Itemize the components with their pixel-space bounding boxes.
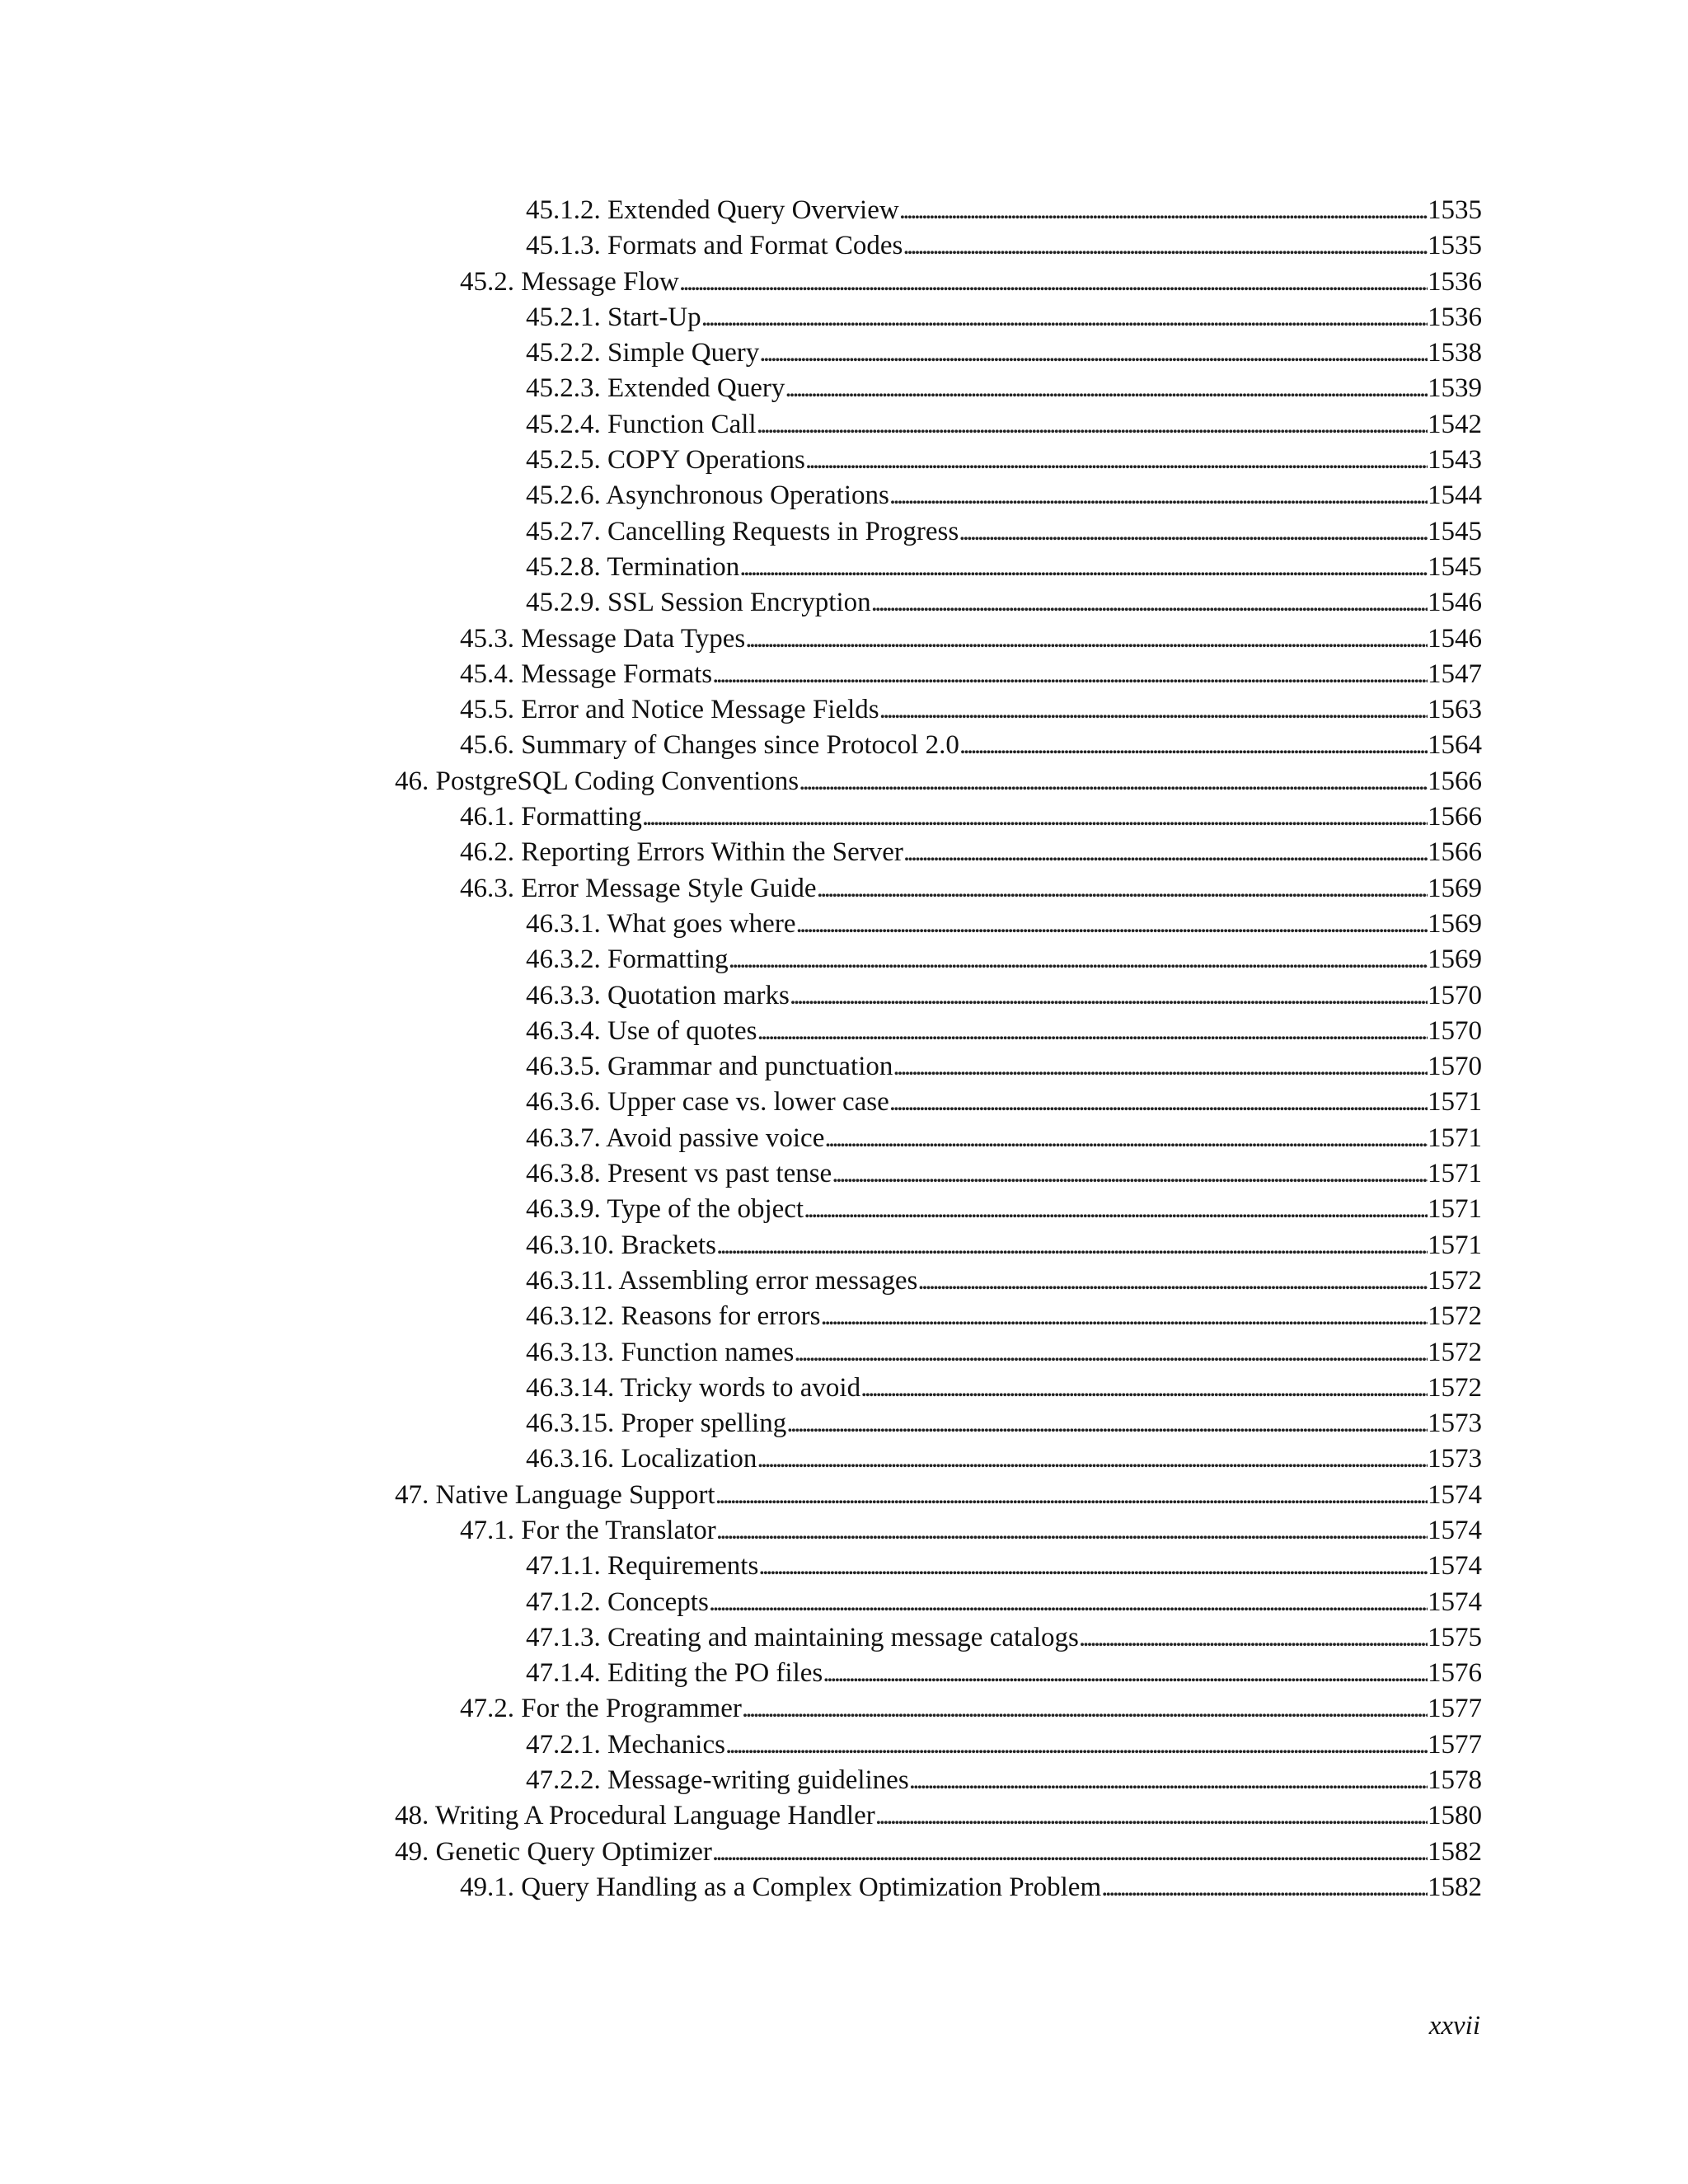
- toc-entry-title[interactable]: 45.5. Error and Notice Message Fields: [460, 692, 879, 728]
- toc-entry-title[interactable]: 47.2.1. Mechanics: [526, 1727, 725, 1763]
- toc-entry-title[interactable]: 47.1. For the Translator: [460, 1513, 716, 1549]
- toc-entry-page-number[interactable]: 1544: [1428, 480, 1482, 511]
- toc-entry-page-number[interactable]: 1571: [1428, 1087, 1482, 1118]
- toc-entry-title[interactable]: 46.3. Error Message Style Guide: [460, 871, 817, 907]
- dot-leader: [959, 728, 1428, 763]
- dot-leader: [1101, 1870, 1428, 1905]
- toc-entry-title[interactable]: 45.2.5. COPY Operations: [526, 443, 805, 478]
- toc-entry[interactable]: [0, 443, 1688, 478]
- toc-entry-page-number[interactable]: 1566: [1428, 837, 1482, 868]
- toc-entry[interactable]: [0, 371, 1688, 406]
- dot-leader: [759, 335, 1428, 371]
- toc-entry[interactable]: [0, 1585, 1688, 1620]
- toc-entry-page-number[interactable]: 1577: [1428, 1694, 1482, 1724]
- toc-entry-page-number[interactable]: 1578: [1428, 1765, 1482, 1796]
- toc-entry-title[interactable]: 45.2.4. Function Call: [526, 407, 757, 443]
- toc-entry[interactable]: [0, 728, 1688, 763]
- dot-leader: [739, 550, 1428, 585]
- dot-leader: [716, 1228, 1428, 1263]
- toc-entry-title[interactable]: 46. PostgreSQL Coding Conventions: [395, 764, 799, 799]
- toc-entry[interactable]: [0, 942, 1688, 977]
- toc-entry-page-number[interactable]: 1546: [1428, 588, 1482, 618]
- dot-leader: [786, 1406, 1428, 1441]
- dot-leader: [909, 1763, 1428, 1798]
- toc-entry-title[interactable]: 46.3.3. Quotation marks: [526, 978, 790, 1014]
- toc-entry[interactable]: [0, 1263, 1688, 1299]
- dot-leader: [879, 692, 1428, 728]
- toc-entry[interactable]: [0, 1371, 1688, 1406]
- toc-entry[interactable]: [0, 1228, 1688, 1263]
- toc-entry[interactable]: [0, 228, 1688, 264]
- dot-leader: [903, 835, 1428, 870]
- toc-entry-title[interactable]: 47.1.3. Creating and maintaining message catalogs: [526, 1620, 1079, 1656]
- toc-entry-title[interactable]: 46.3.15. Proper spelling: [526, 1406, 786, 1441]
- toc-entry[interactable]: [0, 1513, 1688, 1549]
- toc-entry-title[interactable]: 45.2.9. SSL Session Encryption: [526, 585, 871, 621]
- table-of-contents: [0, 193, 1688, 1905]
- toc-entry-title[interactable]: 45.4. Message Formats: [460, 657, 712, 692]
- toc-entry-page-number[interactable]: 1570: [1428, 1052, 1482, 1082]
- toc-entry[interactable]: [0, 300, 1688, 335]
- toc-entry-page-number[interactable]: 1577: [1428, 1729, 1482, 1760]
- toc-entry-title[interactable]: 46.1. Formatting: [460, 799, 642, 835]
- toc-entry-title[interactable]: 46.3.14. Tricky words to avoid: [526, 1371, 860, 1406]
- dot-leader: [757, 1441, 1428, 1477]
- dot-leader: [712, 657, 1428, 692]
- toc-entry-page-number[interactable]: 1539: [1428, 373, 1482, 404]
- dot-leader: [701, 300, 1428, 335]
- dot-leader: [785, 371, 1428, 406]
- dot-leader: [745, 621, 1428, 657]
- toc-entry-page-number[interactable]: 1566: [1428, 766, 1482, 796]
- dot-leader: [795, 907, 1428, 942]
- toc-entry[interactable]: [0, 1549, 1688, 1584]
- toc-entry-page-number[interactable]: 1543: [1428, 445, 1482, 476]
- dot-leader: [715, 1478, 1428, 1513]
- toc-entry-title[interactable]: 47. Native Language Support: [395, 1478, 715, 1513]
- toc-entry-page-number[interactable]: 1573: [1428, 1444, 1482, 1474]
- toc-entry-page-number[interactable]: 1575: [1428, 1622, 1482, 1652]
- dot-leader: [871, 585, 1428, 621]
- toc-entry-title[interactable]: 46.3.13. Function names: [526, 1335, 794, 1371]
- dot-leader: [917, 1263, 1428, 1299]
- toc-entry[interactable]: [0, 1870, 1688, 1905]
- toc-entry-title[interactable]: 46.3.2. Formatting: [526, 942, 729, 977]
- toc-entry-page-number[interactable]: 1535: [1428, 231, 1482, 261]
- toc-entry[interactable]: [0, 978, 1688, 1014]
- toc-entry-page-number[interactable]: 1546: [1428, 623, 1482, 654]
- dot-leader: [757, 407, 1428, 443]
- toc-entry-title[interactable]: 47.1.2. Concepts: [526, 1585, 709, 1620]
- toc-entry-page-number[interactable]: 1542: [1428, 409, 1482, 439]
- toc-entry[interactable]: [0, 478, 1688, 513]
- toc-entry[interactable]: [0, 1014, 1688, 1049]
- toc-entry[interactable]: [0, 407, 1688, 443]
- toc-entry[interactable]: [0, 1656, 1688, 1691]
- toc-entry-page-number[interactable]: 1569: [1428, 873, 1482, 903]
- toc-entry-page-number[interactable]: 1572: [1428, 1337, 1482, 1367]
- dot-leader: [817, 871, 1428, 907]
- dot-leader: [824, 1121, 1428, 1156]
- dot-leader: [1079, 1620, 1428, 1656]
- toc-entry-title[interactable]: 46.3.16. Localization: [526, 1441, 757, 1477]
- toc-entry[interactable]: [0, 764, 1688, 799]
- toc-entry-page-number[interactable]: 1569: [1428, 944, 1482, 975]
- toc-entry-title[interactable]: 45.2.2. Simple Query: [526, 335, 759, 371]
- toc-entry-page-number[interactable]: 1566: [1428, 802, 1482, 832]
- dot-leader: [899, 193, 1428, 228]
- toc-entry[interactable]: [0, 1691, 1688, 1727]
- toc-entry[interactable]: [0, 1299, 1688, 1334]
- toc-entry-page-number[interactable]: 1545: [1428, 551, 1482, 582]
- dot-leader: [832, 1156, 1428, 1192]
- dot-leader: [712, 1835, 1428, 1870]
- toc-entry-page-number[interactable]: 1574: [1428, 1551, 1482, 1582]
- toc-entry[interactable]: [0, 335, 1688, 371]
- toc-entry[interactable]: [0, 1835, 1688, 1870]
- toc-entry-title[interactable]: 46.3.4. Use of quotes: [526, 1014, 757, 1049]
- toc-entry-title[interactable]: 45.1.3. Formats and Format Codes: [526, 228, 903, 264]
- toc-entry-title[interactable]: 47.2.2. Message-writing guidelines: [526, 1763, 909, 1798]
- toc-entry[interactable]: [0, 585, 1688, 621]
- toc-entry-title[interactable]: 46.3.5. Grammar and punctuation: [526, 1049, 893, 1085]
- dot-leader: [889, 478, 1428, 513]
- toc-entry[interactable]: [0, 871, 1688, 907]
- toc-entry-page-number[interactable]: 1536: [1428, 302, 1482, 332]
- toc-entry-page-number[interactable]: 1573: [1428, 1408, 1482, 1439]
- toc-entry[interactable]: [0, 514, 1688, 550]
- toc-entry-title[interactable]: 45.2.8. Termination: [526, 550, 739, 585]
- toc-entry-title[interactable]: 45.2.6. Asynchronous Operations: [526, 478, 889, 513]
- toc-entry-page-number[interactable]: 1564: [1428, 730, 1482, 761]
- toc-entry[interactable]: [0, 692, 1688, 728]
- dot-leader: [903, 228, 1428, 264]
- toc-entry-page-number[interactable]: 1571: [1428, 1194, 1482, 1225]
- dot-leader: [875, 1798, 1428, 1834]
- toc-entry-title[interactable]: 45.2. Message Flow: [460, 265, 679, 300]
- dot-leader: [790, 978, 1428, 1014]
- toc-entry-title[interactable]: 45.1.2. Extended Query Overview: [526, 193, 899, 228]
- toc-entry-title[interactable]: 46.3.11. Assembling error messages: [526, 1263, 917, 1299]
- toc-entry[interactable]: [0, 1406, 1688, 1441]
- toc-entry-page-number[interactable]: 1535: [1428, 195, 1482, 225]
- toc-entry-title[interactable]: 47.2. For the Programmer: [460, 1691, 742, 1727]
- toc-entry-title[interactable]: 46.3.12. Reasons for errors: [526, 1299, 820, 1334]
- toc-entry-title[interactable]: 46.3.7. Avoid passive voice: [526, 1121, 824, 1156]
- toc-entry-page-number[interactable]: 1572: [1428, 1265, 1482, 1296]
- page-number: xxvii: [1428, 2011, 1480, 2041]
- toc-entry-page-number[interactable]: 1571: [1428, 1159, 1482, 1189]
- dot-leader: [679, 265, 1428, 300]
- toc-entry-title[interactable]: 47.1.1. Requirements: [526, 1549, 758, 1584]
- toc-entry[interactable]: [0, 1192, 1688, 1227]
- toc-entry-page-number[interactable]: 1569: [1428, 908, 1482, 939]
- toc-entry-page-number[interactable]: 1570: [1428, 980, 1482, 1010]
- dot-leader: [725, 1727, 1428, 1763]
- toc-entry-page-number[interactable]: 1580: [1428, 1801, 1482, 1831]
- toc-entry-page-number[interactable]: 1582: [1428, 1836, 1482, 1867]
- toc-entry[interactable]: [0, 1763, 1688, 1798]
- toc-entry-title[interactable]: 49. Genetic Query Optimizer: [395, 1835, 712, 1870]
- toc-entry-title[interactable]: 45.6. Summary of Changes since Protocol 2.0: [460, 728, 959, 763]
- toc-entry-page-number[interactable]: 1571: [1428, 1122, 1482, 1153]
- dot-leader: [716, 1513, 1428, 1549]
- dot-leader: [893, 1049, 1428, 1085]
- toc-entry-title[interactable]: 47.1.4. Editing the PO files: [526, 1656, 823, 1691]
- toc-entry[interactable]: [0, 1085, 1688, 1120]
- toc-entry[interactable]: [0, 799, 1688, 835]
- toc-entry[interactable]: [0, 265, 1688, 300]
- dot-leader: [729, 942, 1428, 977]
- toc-entry-page-number[interactable]: 1570: [1428, 1015, 1482, 1046]
- toc-entry-title[interactable]: 45.3. Message Data Types: [460, 621, 745, 657]
- toc-entry-page-number[interactable]: 1571: [1428, 1230, 1482, 1260]
- dot-leader: [742, 1691, 1428, 1727]
- toc-entry[interactable]: [0, 1121, 1688, 1156]
- dot-leader: [642, 799, 1428, 835]
- dot-leader: [889, 1085, 1428, 1120]
- dot-leader: [804, 1192, 1428, 1227]
- toc-entry-title[interactable]: 46.3.8. Present vs past tense: [526, 1156, 832, 1192]
- toc-entry-page-number[interactable]: 1536: [1428, 266, 1482, 297]
- toc-entry-page-number[interactable]: 1563: [1428, 695, 1482, 725]
- toc-entry[interactable]: [0, 835, 1688, 870]
- toc-entry-page-number[interactable]: 1574: [1428, 1479, 1482, 1510]
- dot-leader: [805, 443, 1428, 478]
- toc-entry[interactable]: [0, 1156, 1688, 1192]
- toc-entry[interactable]: [0, 1727, 1688, 1763]
- toc-entry-title[interactable]: 46.2. Reporting Errors Within the Server: [460, 835, 903, 870]
- toc-entry-page-number[interactable]: 1547: [1428, 658, 1482, 689]
- dot-leader: [820, 1299, 1428, 1334]
- toc-entry-title[interactable]: 45.2.1. Start-Up: [526, 300, 701, 335]
- dot-leader: [709, 1585, 1428, 1620]
- toc-entry-title[interactable]: 46.3.1. What goes where: [526, 907, 795, 942]
- toc-entry-title[interactable]: 48. Writing A Procedural Language Handler: [395, 1798, 875, 1834]
- toc-entry-title[interactable]: 46.3.6. Upper case vs. lower case: [526, 1085, 889, 1120]
- toc-entry-page-number[interactable]: 1538: [1428, 338, 1482, 368]
- toc-entry[interactable]: [0, 1478, 1688, 1513]
- dot-leader: [959, 514, 1428, 550]
- dot-leader: [757, 1014, 1428, 1049]
- toc-entry[interactable]: [0, 1798, 1688, 1834]
- toc-entry[interactable]: [0, 1335, 1688, 1371]
- dot-leader: [758, 1549, 1428, 1584]
- dot-leader: [823, 1656, 1428, 1691]
- toc-entry[interactable]: [0, 1049, 1688, 1085]
- toc-entry-page-number[interactable]: 1572: [1428, 1301, 1482, 1332]
- toc-entry-page-number[interactable]: 1545: [1428, 516, 1482, 546]
- toc-entry-title[interactable]: 49.1. Query Handling as a Complex Optimization Problem: [460, 1870, 1101, 1905]
- toc-entry-page-number[interactable]: 1574: [1428, 1515, 1482, 1545]
- dot-leader: [799, 764, 1428, 799]
- dot-leader: [794, 1335, 1428, 1371]
- dot-leader: [860, 1371, 1428, 1406]
- toc-entry[interactable]: [0, 657, 1688, 692]
- toc-entry[interactable]: [0, 907, 1688, 942]
- toc-entry[interactable]: [0, 1441, 1688, 1477]
- toc-entry[interactable]: [0, 193, 1688, 228]
- toc-entry-title[interactable]: 45.2.3. Extended Query: [526, 371, 785, 406]
- toc-entry[interactable]: [0, 1620, 1688, 1656]
- toc-entry-page-number[interactable]: 1576: [1428, 1658, 1482, 1689]
- toc-entry-title[interactable]: 46.3.9. Type of the object: [526, 1192, 804, 1227]
- toc-entry[interactable]: [0, 621, 1688, 657]
- toc-entry-page-number[interactable]: 1582: [1428, 1872, 1482, 1902]
- toc-entry-page-number[interactable]: 1574: [1428, 1586, 1482, 1617]
- toc-entry[interactable]: [0, 550, 1688, 585]
- toc-entry-page-number[interactable]: 1572: [1428, 1372, 1482, 1403]
- toc-entry-title[interactable]: 45.2.7. Cancelling Requests in Progress: [526, 514, 959, 550]
- toc-entry-title[interactable]: 46.3.10. Brackets: [526, 1228, 716, 1263]
